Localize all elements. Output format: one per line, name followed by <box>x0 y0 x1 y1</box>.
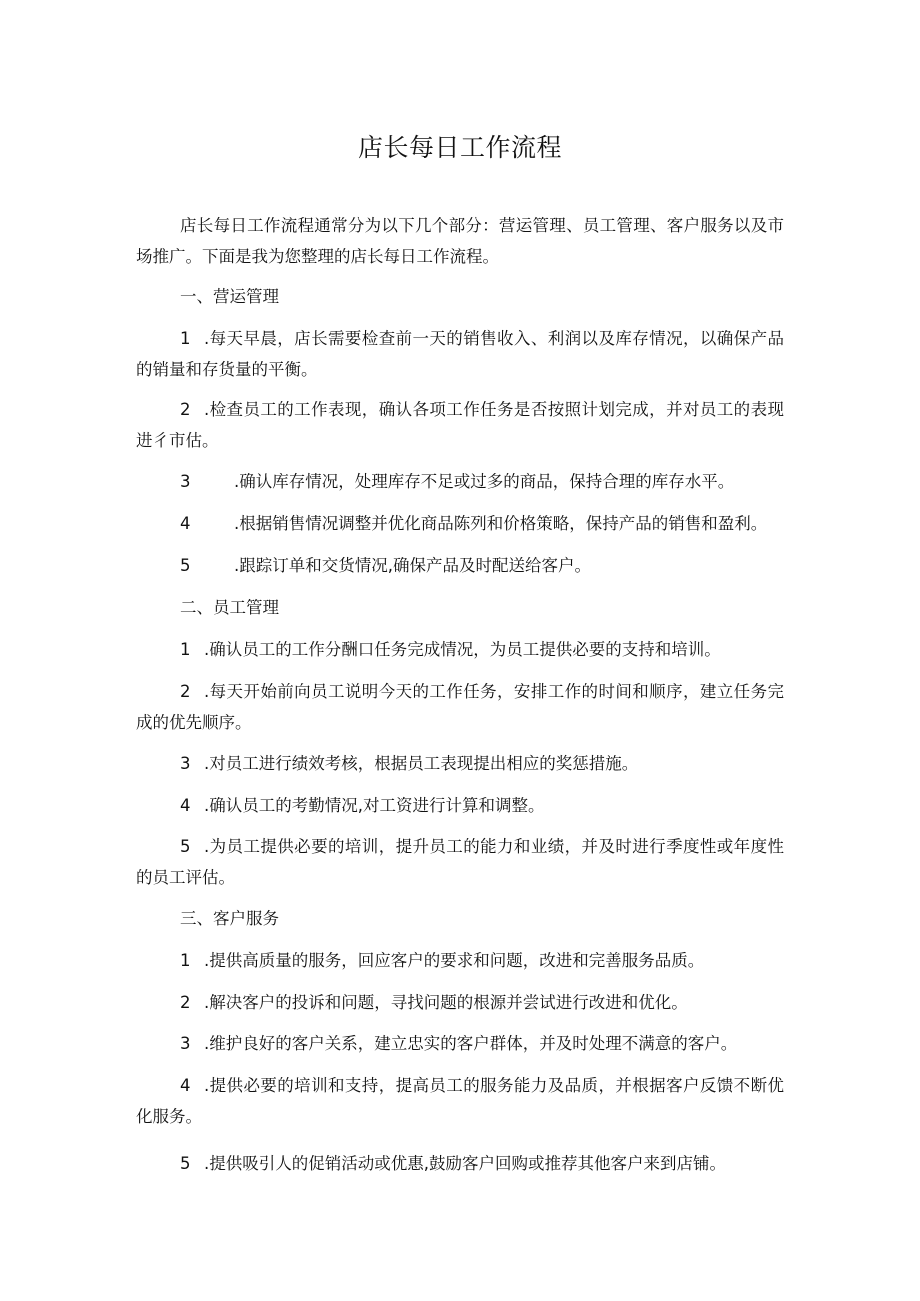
item-number: 1 <box>180 329 191 348</box>
item-number: 5 <box>180 556 191 575</box>
item-text: .提供吸引人的促销活动或优惠,鼓励客户回购或推荐其他客户来到店铺。 <box>204 1154 726 1173</box>
item-number: 3 <box>180 472 191 491</box>
item-text: .每天开始前向员工说明今天的工作任务，安排工作的时间和顺序，建立任务完成的优先顺序。 <box>136 682 784 732</box>
item-text: .确认员工的考勤情况,对工资进行计算和调整。 <box>204 796 545 815</box>
page-title: 店长每日工作流程 <box>357 133 562 162</box>
list-item <box>136 676 784 738</box>
item-number: 2 <box>180 400 191 419</box>
item-text: .检查员工的工作表现，确认各项工作任务是否按照计划完成，并对员工的表现进彳市估。 <box>136 400 784 450</box>
item-text: .确认员工的工作分酬口任务完成情况，为员工提供必要的支持和培训。 <box>204 640 721 659</box>
list-item <box>136 831 784 893</box>
item-number: 3 <box>180 1034 191 1053</box>
intro-paragraph: 店长每日工作流程通常分为以下几个部分：营运管理、员工管理、客户服务以及市场推广。下面是我为您整理的店长每日工作流程。 <box>136 216 784 266</box>
list-item <box>136 1070 784 1132</box>
list-item <box>136 550 784 581</box>
item-text: .每天早晨，店长需要检查前一天的销售收入、利润以及库存情况，以确保产品的销量和存货量的平衡。 <box>136 329 784 379</box>
item-text: .提供必要的培训和支持，提高员工的服务能力及品质，并根据客户反馈不断优化服务。 <box>136 1076 784 1126</box>
item-number: 4 <box>180 796 191 815</box>
item-text: .维护良好的客户关系，建立忠实的客户群体，并及时处理不满意的客户。 <box>204 1034 738 1053</box>
list-item <box>136 945 784 976</box>
list-item <box>136 508 784 539</box>
section-heading-staff: 二、员工管理 <box>180 598 279 617</box>
item-text: .确认库存情况，处理库存不足或过多的商品，保持合理的库存水平。 <box>234 472 735 491</box>
list-item <box>136 466 784 497</box>
item-number: 4 <box>180 1076 191 1095</box>
item-number: 5 <box>180 1154 191 1173</box>
item-text: .跟踪订单和交货情况,确保产品及时配送给客户。 <box>234 556 591 575</box>
item-number: 2 <box>180 993 191 1012</box>
section-heading-customer-service: 三、客户服务 <box>180 909 279 928</box>
list-item <box>136 323 784 385</box>
list-item <box>136 790 784 821</box>
item-number: 4 <box>180 514 191 533</box>
item-number: 1 <box>180 640 191 659</box>
item-number: 2 <box>180 682 191 701</box>
item-number: 5 <box>180 837 191 856</box>
item-text: .对员工进行绩效考核，根据员工表现提出相应的奖惩措施。 <box>204 754 639 773</box>
list-item <box>136 394 784 456</box>
item-text: .根据销售情况调整并优化商品陈列和价格策略，保持产品的销售和盈利。 <box>234 514 768 533</box>
item-text: .提供高质量的服务，回应客户的要求和问题，改进和完善服务品质。 <box>204 951 705 970</box>
item-text: .为员工提供必要的培训，提升员工的能力和业绩，并及时进行季度性或年度性的员工评估。 <box>136 837 784 887</box>
list-item <box>136 1148 784 1179</box>
section-heading-operations: 一、营运管理 <box>180 287 279 306</box>
list-item <box>136 748 784 779</box>
list-item <box>136 987 784 1018</box>
list-item <box>136 1028 784 1059</box>
list-item <box>136 634 784 665</box>
item-number: 1 <box>180 951 191 970</box>
item-number: 3 <box>180 754 191 773</box>
item-text: .解决客户的投诉和问题，寻找问题的根源并尝试进行改进和优化。 <box>204 993 688 1012</box>
